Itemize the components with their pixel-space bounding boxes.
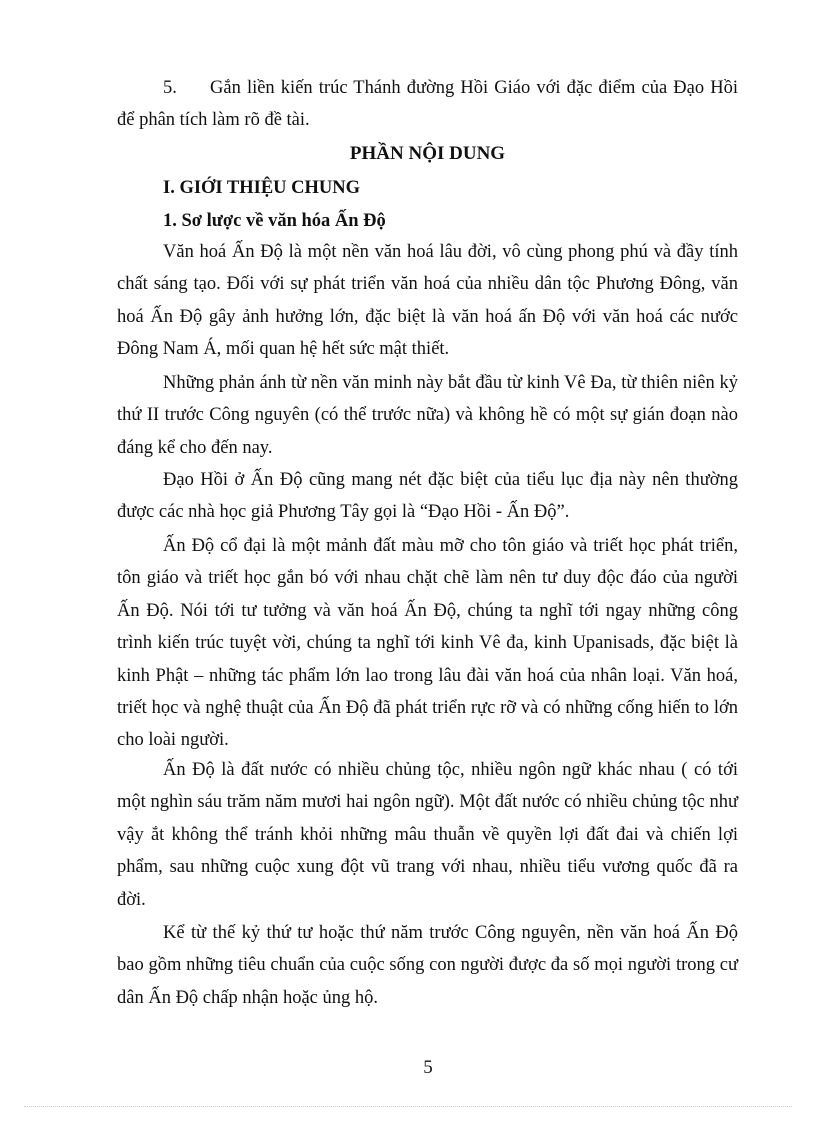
paragraph-5: Ấn Độ là đất nước có nhiều chủng tộc, nhiều ngôn ngữ khác nhau ( có tới một nghìn sáu trăm năm mươi hai ngôn ngữ). Một đất nước có nhiều chủng tộc như vậy ắt không thể tránh khỏi những mâu thuẫn về quyền lợi đất đai và chiến lợi phẩm, sau những cuộc xung đột vũ trang với nhau, nhiều tiểu vương quốc đã ra đời. <box>117 760 738 910</box>
section-title: PHẦN NỘI DUNG <box>349 143 506 164</box>
paragraph-6: Kể từ thế kỷ thứ tư hoặc thứ năm trước Công nguyên, nền văn hoá Ấn Độ bao gồm những tiêu chuẩn của cuộc sống con người được đa số mọi người trong cư dân Ấn Độ chấp nhận hoặc ủng hộ. <box>117 923 738 1008</box>
chapter-title: I. GIỚI THIỆU CHUNG <box>163 178 361 198</box>
list-item-5 <box>117 72 738 137</box>
list-item-number: 5. <box>163 78 177 98</box>
page-bottom-divider <box>24 1106 792 1107</box>
list-item-text: Gắn liền kiến trúc Thánh đường Hồi Giáo với đặc điểm của Đạo Hồi để phân tích làm rõ đề tài. <box>117 78 738 131</box>
paragraph-3: Đạo Hồi ở Ấn Độ cũng mang nét đặc biệt của tiểu lục địa này nên thường được các nhà học giả Phương Tây gọi là “Đạo Hồi - Ấn Độ”. <box>117 470 738 523</box>
paragraph-2: Những phản ánh từ nền văn minh này bắt đầu từ kinh Vê Đa, từ thiên niên kỷ thứ II trước Công nguyên (có thể trước nữa) và không hề có một sự gián đoạn nào đáng kể cho đến nay. <box>117 373 738 458</box>
paragraph-1: Văn hoá Ấn Độ là một nền văn hoá lâu đời, vô cùng phong phú và đầy tính chất sáng tạo. Đối với sự phát triển văn hoá của nhiều dân tộc Phương Đông, văn hoá Ấn Độ gây ảnh hưởng lớn, đặc biệt là văn hoá ấn Độ với văn hoá các nước Đông Nam Á, mối quan hệ hết sức mật thiết. <box>117 242 738 360</box>
page-number: 5 <box>423 1057 433 1078</box>
subsection-title: 1. Sơ lược về văn hóa Ấn Độ <box>163 211 386 231</box>
paragraph-4: Ấn Độ cổ đại là một mảnh đất màu mỡ cho tôn giáo và triết học phát triển, tôn giáo và triết học gắn bó với nhau chặt chẽ làm nên tư duy độc đáo của người Ấn Độ. Nói tới tư tưởng và văn hoá Ấn Độ, chúng ta nghĩ tới ngay những công trình kiến trúc tuyệt vời, chúng ta nghĩ tới kinh Vê đa, kinh Upanisads, đặc biệt là kinh Phật – những tác phẩm lớn lao trong lâu đài văn hoá của nhân loại. Văn hoá, triết học và nghệ thuật của Ấn Độ đã phát triển rực rỡ và có những cống hiến to lớn cho loài người. <box>117 536 738 751</box>
